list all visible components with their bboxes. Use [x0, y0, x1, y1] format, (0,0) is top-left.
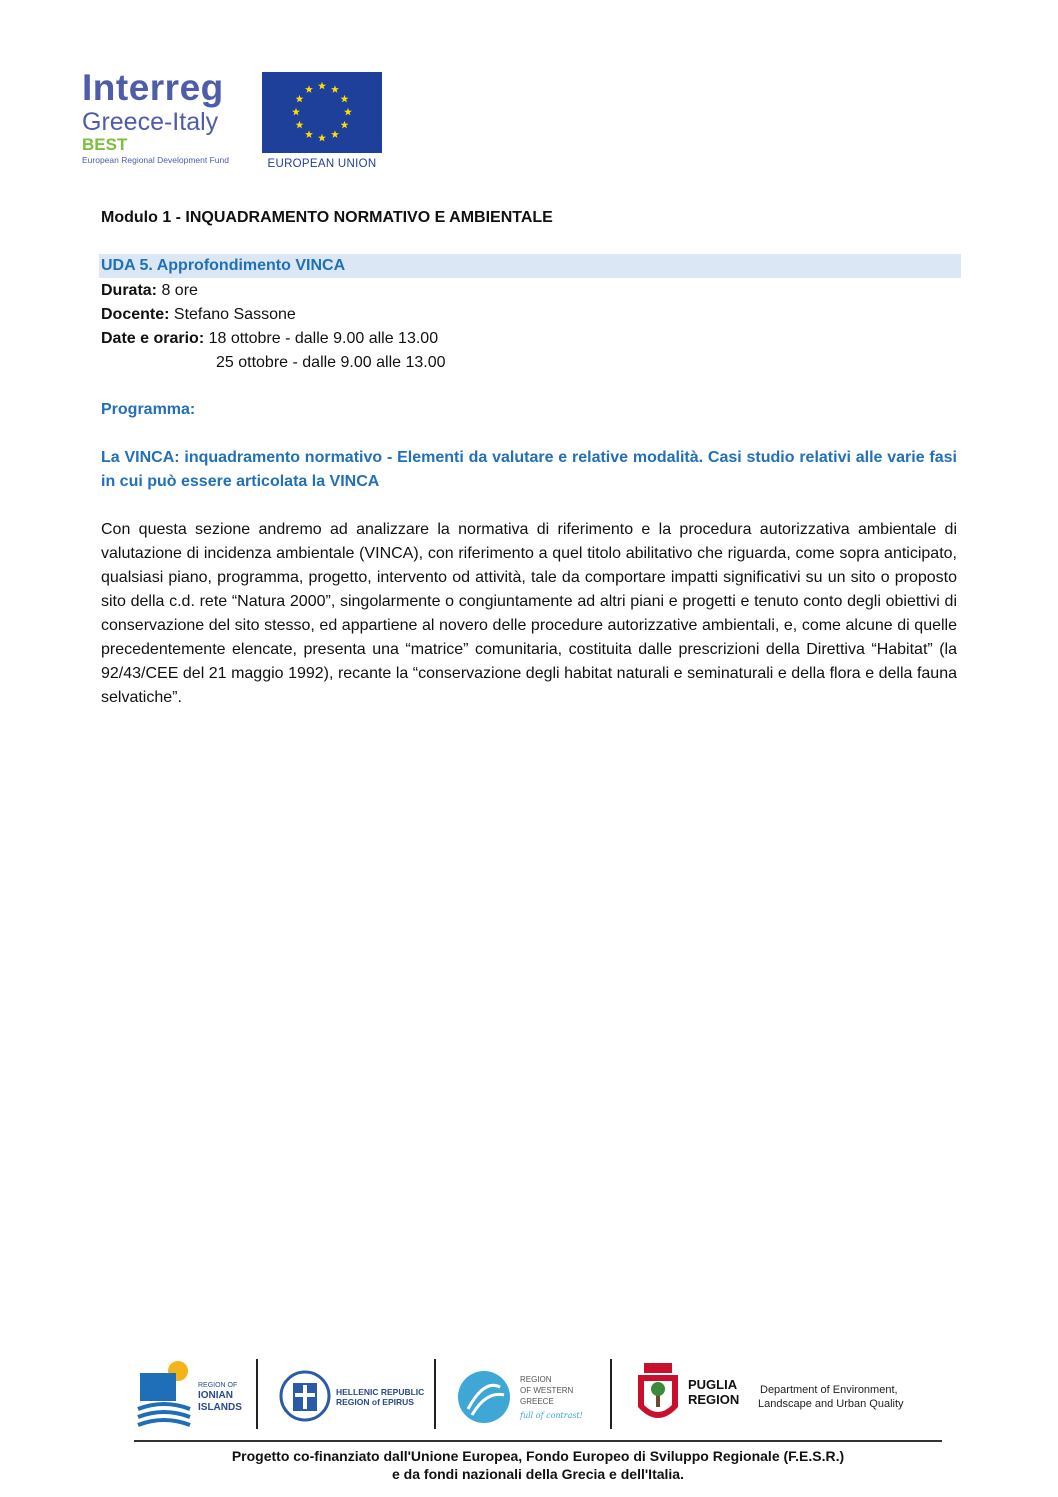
footer-divider	[134, 1440, 942, 1442]
puglia-line-2: REGION	[688, 1392, 740, 1407]
western-greece-logo	[454, 1355, 604, 1433]
epirus-line-2: REGION of EPIRUS	[336, 1397, 414, 1407]
eu-flag-icon	[262, 72, 382, 153]
epirus-logo	[276, 1355, 426, 1433]
docente-value: Stefano Sassone	[169, 306, 296, 323]
western-greece-icon	[456, 1369, 512, 1425]
dept-line-1: Department of Environment,	[760, 1384, 898, 1396]
eu-star-icon	[331, 85, 339, 93]
interreg-program: Greece-Italy	[82, 108, 219, 136]
wgreece-line-2: OF WESTERN	[520, 1386, 574, 1395]
uda-title: UDA 5. Approfondimento VINCA	[101, 257, 346, 274]
footer-logos	[132, 1355, 944, 1433]
epirus-line-1: HELLENIC REPUBLIC	[336, 1387, 425, 1397]
eu-stars-icon	[262, 72, 382, 153]
eu-star-icon	[331, 130, 339, 138]
hellenic-emblem-icon	[278, 1369, 332, 1423]
date-label: Date e orario:	[101, 330, 205, 347]
ionian-line-3: ISLANDS	[198, 1402, 242, 1413]
programma-subtitle: La VINCA: inquadramento normativo - Elementi da valutare e relative modalità. Casi studio relativi alle varie fasi in cui può essere articolata la VINCA	[101, 449, 957, 490]
docente-label: Docente:	[101, 306, 170, 323]
eu-star-icon	[292, 108, 300, 116]
cofinance-line-1: Progetto co-finanziato dall'Unione Europea, Fondo Europeo di Sviluppo Regionale (F.E.S.R.)	[231, 1448, 845, 1464]
interreg-name: Interreg	[82, 67, 224, 108]
ionian-islands-logo	[136, 1355, 254, 1433]
interreg-project: BEST	[82, 135, 128, 154]
puglia-crest-icon	[636, 1363, 680, 1429]
programma-label: Programma:	[101, 401, 196, 418]
eu-star-icon	[295, 95, 303, 103]
footer-separator	[434, 1359, 436, 1429]
wgreece-line-3: GREECE	[520, 1397, 554, 1406]
durata-label: Durata:	[101, 282, 158, 299]
eu-star-icon	[295, 121, 303, 129]
eu-star-icon	[341, 121, 349, 129]
eu-star-icon	[318, 134, 326, 142]
docente-line	[101, 303, 296, 327]
body-paragraph: Con questa sezione andremo ad analizzare la normativa di riferimento e la procedura autorizzativa ambientale di valutazione di incidenza ambientale (VINCA), con riferimento a quel titolo abilitativo che riguarda, come sopra anticipato, qualsiasi piano, programma, progetto, intervento od attività, tale da comportare impatti significativi su un sito o proposto sito della c.d. rete “Natura 2000”, singolarmente o congiuntamente ad altri piani e progetti e tenuto conto degli obiettivi di conservazione del sito stesso, ed appartiene al novero delle procedure autorizzative ambientali, e, come alcune di quelle precedentemente elencate, presenta una “matrice” comunitaria, costituita dalle prescrizioni della Direttiva “Habitat” (la 92/43/CEE del 21 maggio 1992), recante la “conservazione degli habitat naturali e seminaturali e della flora e della fauna selvatiche”.	[101, 521, 957, 706]
interreg-fund: European Regional Development Fund	[82, 155, 229, 165]
footer-separator	[610, 1359, 612, 1429]
cofinance-line-2: e da fondi nazionali della Grecia e dell'Italia.	[392, 1466, 684, 1482]
eu-star-icon	[305, 130, 313, 138]
footer-separator	[256, 1359, 258, 1429]
durata-line	[101, 279, 198, 303]
module-title: Modulo 1 - INQUADRAMENTO NORMATIVO E AMBIENTALE	[101, 209, 553, 226]
eu-star-icon	[344, 108, 352, 116]
interreg-logo	[82, 68, 252, 174]
ionian-line-2: IONIAN	[198, 1390, 233, 1401]
wgreece-line-1: REGION	[520, 1375, 552, 1384]
eu-label: EUROPEAN UNION	[267, 158, 377, 170]
eu-star-icon	[318, 82, 326, 90]
eu-star-icon	[341, 95, 349, 103]
ionian-line-1: REGION OF	[198, 1382, 238, 1389]
date-value-1: 18 ottobre - dalle 9.00 alle 13.00	[204, 330, 439, 347]
eu-star-icon	[305, 85, 313, 93]
wgreece-slogan: full of contrast!	[520, 1411, 583, 1420]
dept-line-2: Landscape and Urban Quality	[758, 1398, 904, 1410]
date-value-2: 25 ottobre - dalle 9.00 alle 13.00	[216, 354, 446, 371]
date-line	[101, 327, 438, 351]
puglia-region-logo	[632, 1355, 944, 1433]
ionian-islands-icon	[136, 1359, 192, 1431]
puglia-line-1: PUGLIA	[688, 1377, 738, 1392]
durata-value: 8 ore	[157, 282, 198, 299]
